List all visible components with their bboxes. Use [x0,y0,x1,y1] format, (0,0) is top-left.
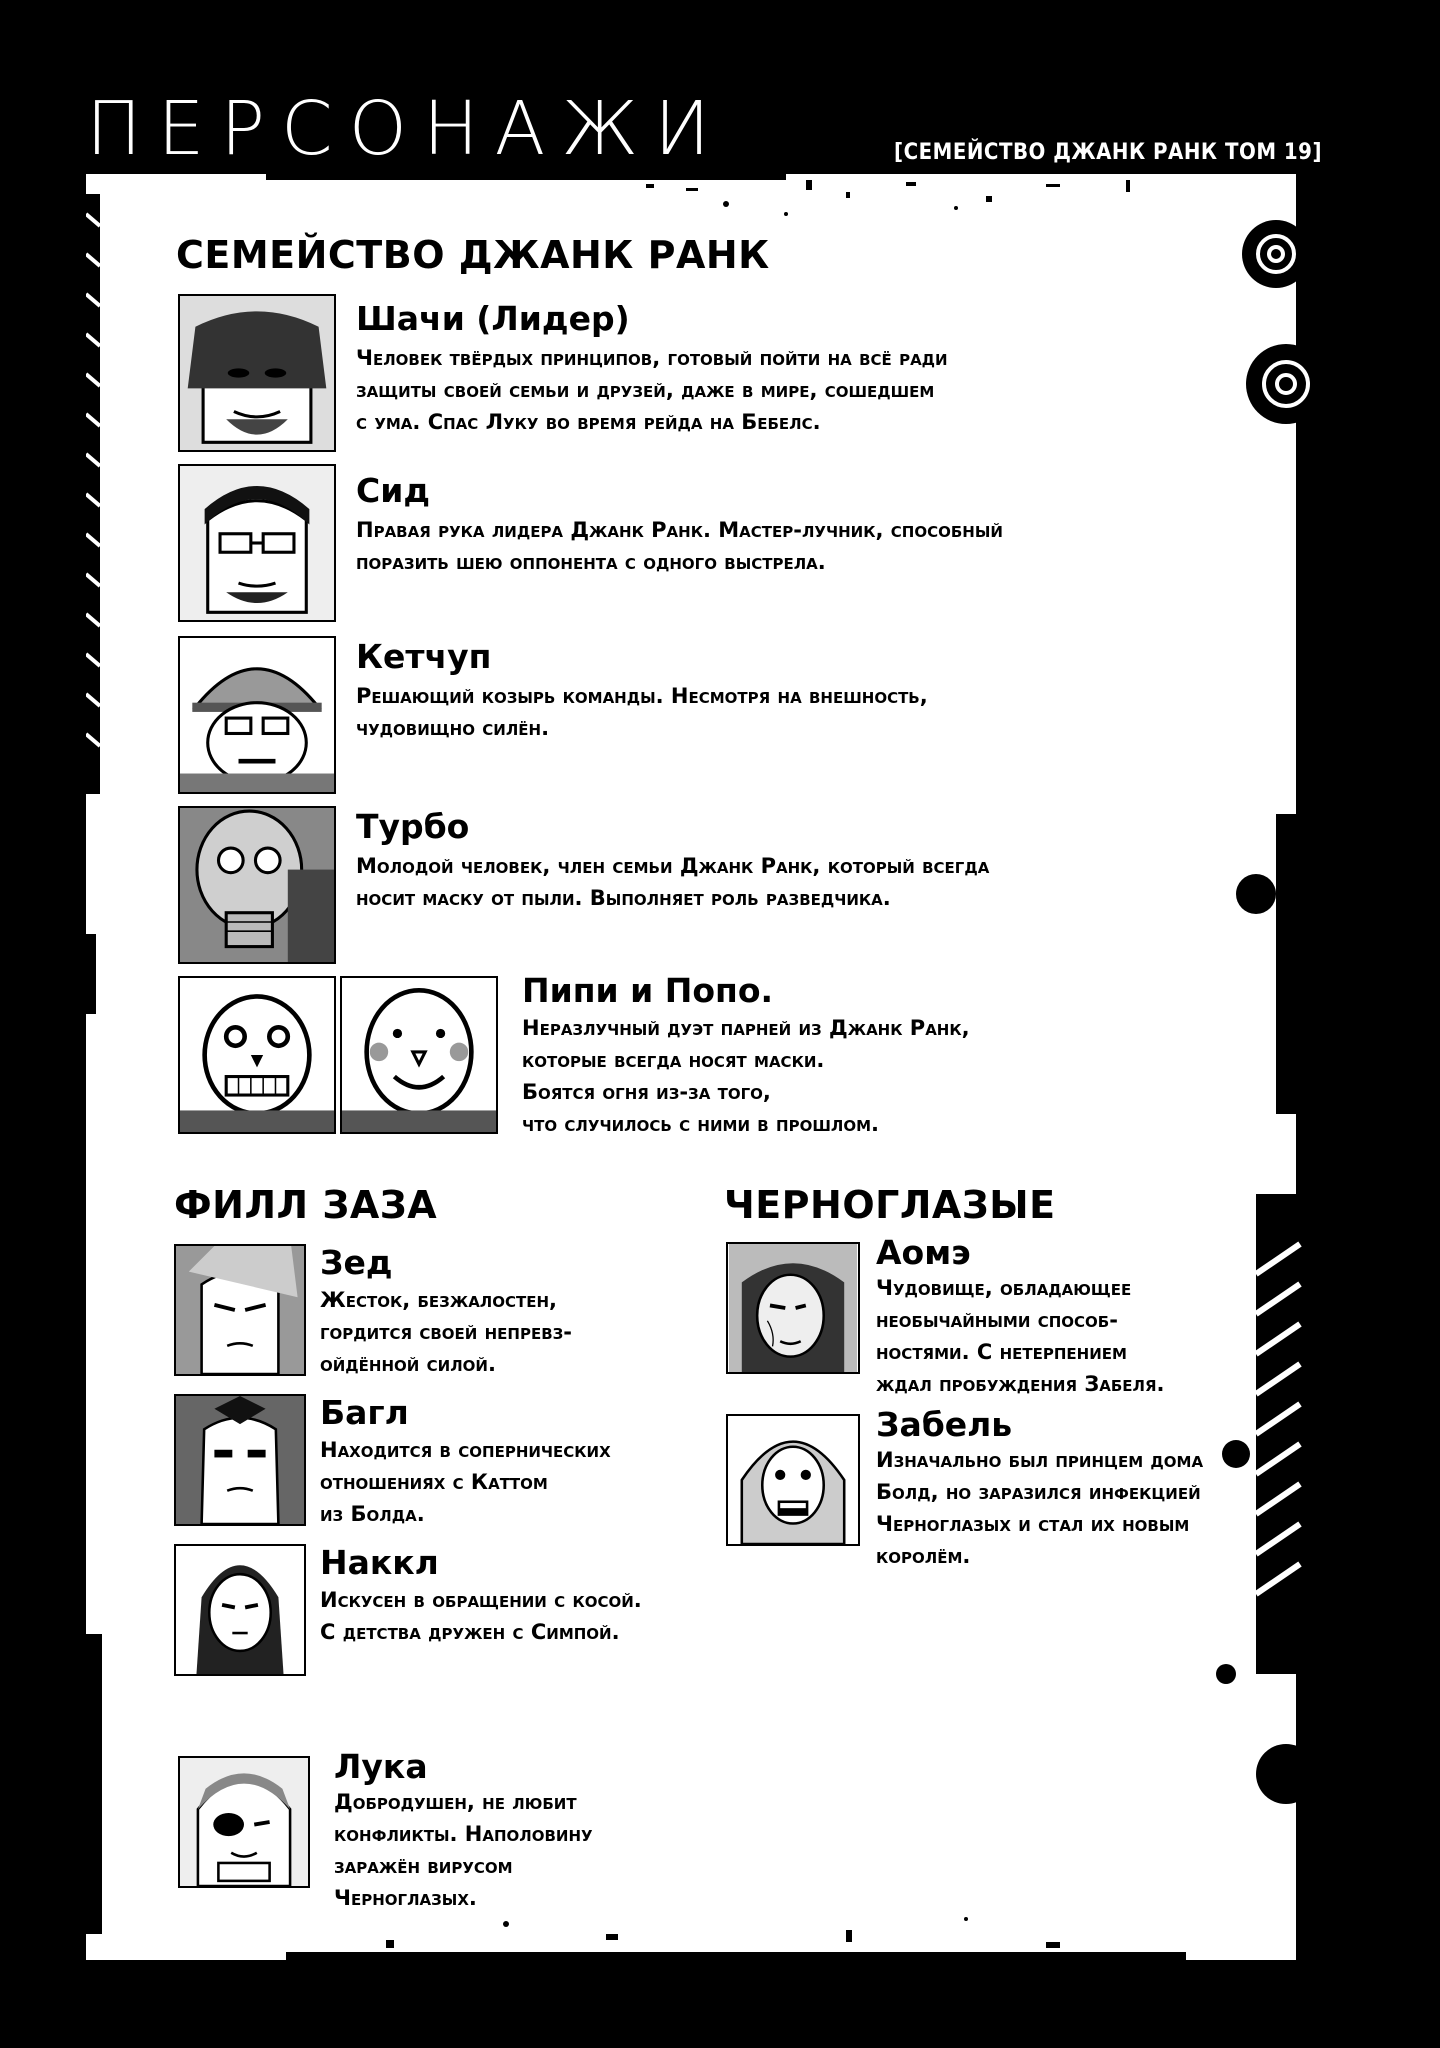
character-entry-aome [726,1233,1286,1396]
character-name: Зед [320,1243,393,1282]
section-title-junk-rank: СЕМЕЙСТВО ДЖАНК РАНК [176,233,770,277]
portrait-zabel [726,1414,860,1546]
page-title: ПЕРСОНАЖИ [86,86,726,172]
section-title-blackeyes: ЧЕРНОГЛАЗЫЕ [724,1183,1056,1227]
character-description: Находится в сопернических отношениях с Каттом из Болда. [320,1438,611,1526]
portrait-zed [174,1244,306,1376]
character-entry-zabel [726,1405,1306,1568]
character-name: Багл [320,1393,409,1432]
character-description: Жесток, безжалостен, гордится своей непревз- ойдённой силой. [320,1288,573,1376]
character-name: Турбо [356,807,470,846]
character-entry-nakkl [174,1543,642,1684]
portrait-aome [726,1242,860,1374]
character-name: Забель [876,1405,1013,1444]
character-name: Кетчуп [356,637,492,676]
character-name: Аомэ [876,1233,971,1272]
character-entry-shachi [178,294,1078,454]
character-description: Изначально был принцем дома Болд, но заразился инфекцией Черноглазых и стал их новым королём. [876,1448,1204,1568]
portrait-nakkl [174,1544,306,1676]
portrait-turbo [178,806,336,964]
content-panel [86,174,1322,1960]
character-entry-luka [178,1747,698,1926]
character-entry-ketchup [178,636,1078,796]
character-name: Лука [334,1747,428,1786]
portrait-sid [178,464,336,622]
character-name: Наккл [320,1543,439,1582]
character-name: Шачи (Лидер) [356,299,630,338]
character-name: Пипи и Попо. [522,971,774,1010]
character-description: Неразлучный дуэт парней из Джанк Ранк, которые всегда носят маски. Боятся огня из-за того, что случилось с ними в прошлом. [522,1016,970,1136]
character-entry-turbo [178,806,1078,966]
character-entry-sid [178,464,1078,624]
character-description: Молодой человек, член семьи Джанк Ранк, который всегда носит маску от пыли. Выполняет роль разведчика. [356,854,990,910]
character-description: Правая рука лидера Джанк Ранк. Мастер-лучник, способный поразить шею оппонента с одного выстрела. [356,518,1003,574]
character-description: Решающий козырь команды. Несмотря на внешность, чудовищно силён. [356,684,928,740]
portrait-luka [178,1756,310,1888]
character-description: Добродушен, не любит конфликты. Наполовину заражён вирусом Черноглазых. [334,1790,593,1910]
portrait-bagl [174,1394,306,1526]
portrait-popo [340,976,498,1134]
portrait-pipi [178,976,336,1134]
character-description: Искусен в обращении с косой. С детства дружен с Симпой. [320,1588,642,1644]
character-entry-pipi-popo [178,971,1078,1136]
volume-tag: [СЕМЕЙСТВО ДЖАНК РАНК ТОМ 19] [894,140,1322,165]
character-name: Сид [356,471,430,510]
character-description: Чудовище, обладающее необычайными способ- ностями. С нетерпением ждал пробуждения Забеля. [876,1276,1165,1396]
section-title-fill-zaza: ФИЛЛ ЗАЗА [174,1183,438,1227]
character-entry-bagl [174,1394,634,1534]
portrait-ketchup [178,636,336,794]
portrait-shachi [178,294,336,452]
character-entry-zed [174,1244,634,1384]
character-description: Человек твёрдых принципов, готовый пойти на всё ради защиты своей семьи и друзей, даже в мире, сошедшем с ума. Спас Луку во время рейда на Бебелс. [356,346,948,434]
